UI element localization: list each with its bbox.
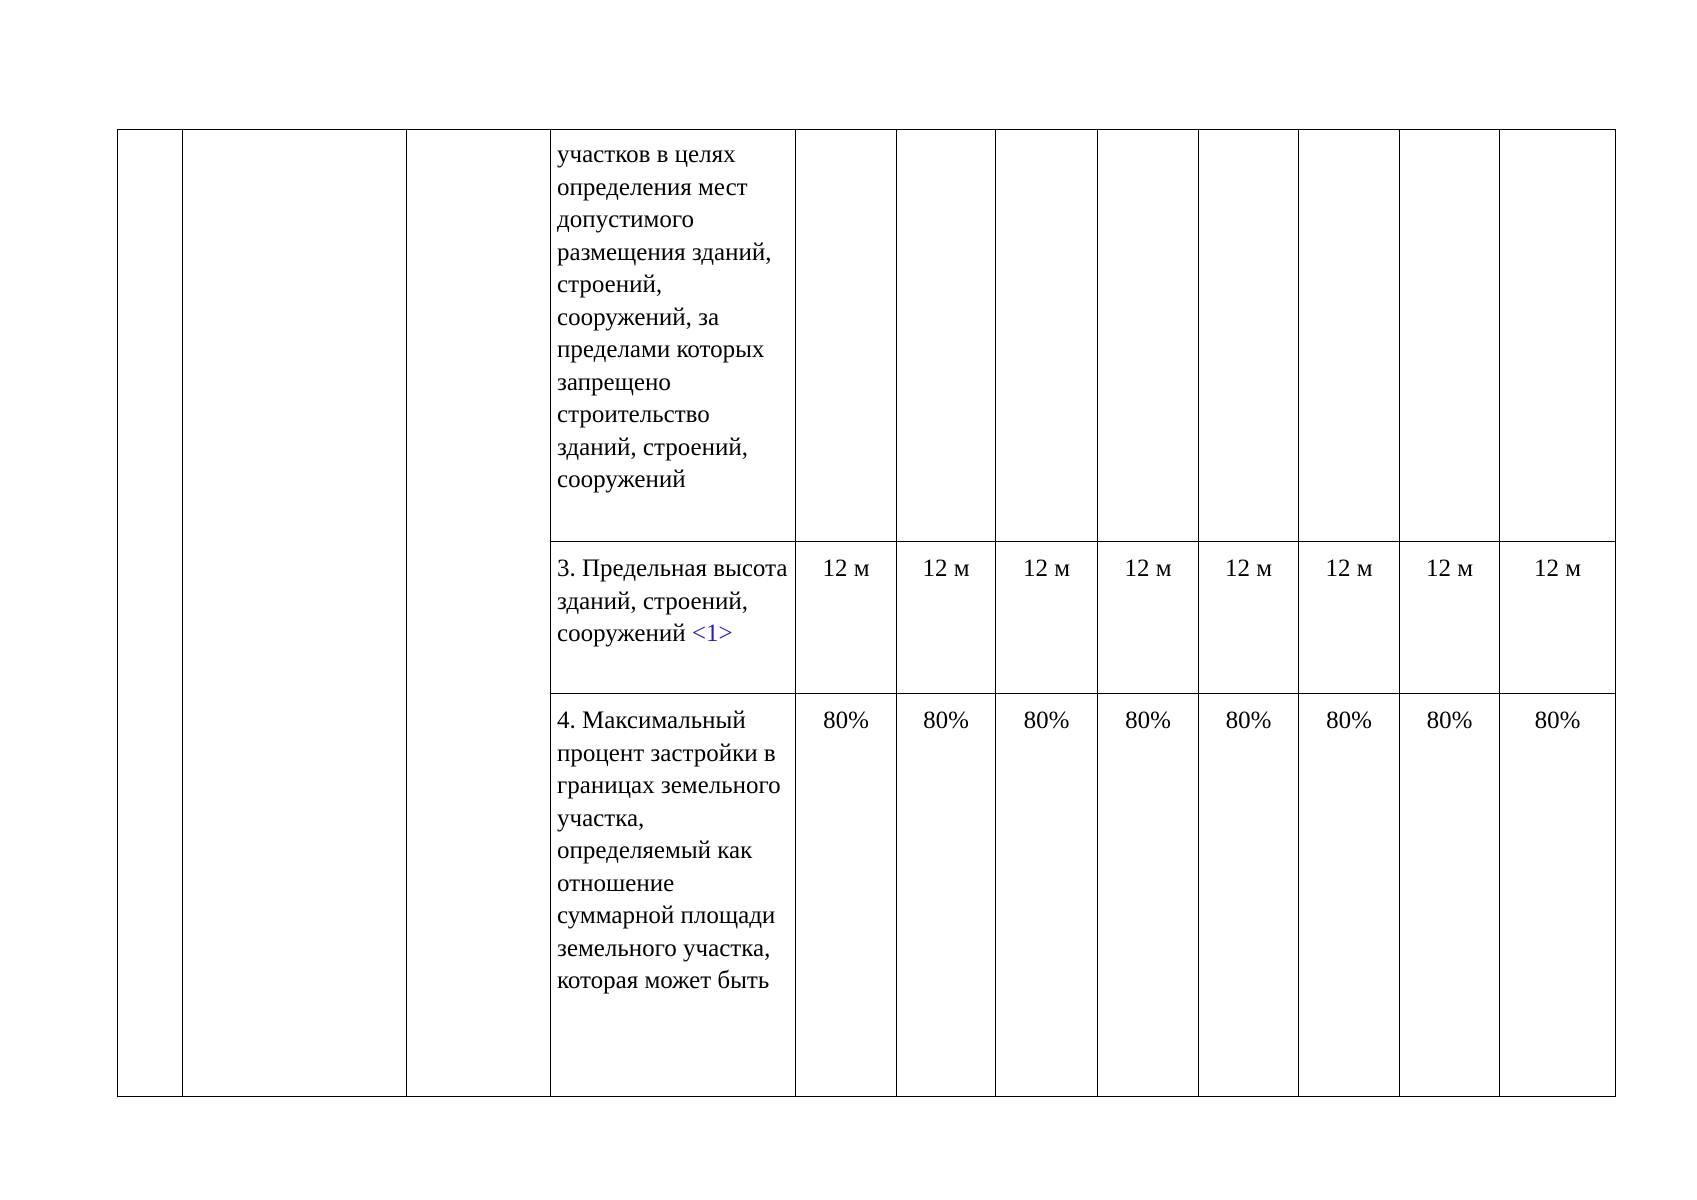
footnote-link[interactable]: <1>	[691, 620, 733, 647]
parameter-cell	[551, 694, 796, 1097]
value-cell: 80%	[796, 694, 897, 1097]
parameter-text-clip	[557, 705, 789, 1096]
value-cell: 80%	[1098, 694, 1199, 1097]
parameter-cell	[551, 130, 796, 542]
value-cell: 80%	[1199, 694, 1299, 1097]
value-cell	[1199, 130, 1299, 542]
zone-code-cell	[407, 130, 551, 1097]
value-cell: 12 м	[1098, 542, 1199, 694]
value-cell: 80%	[1400, 694, 1500, 1097]
value-cell	[897, 130, 996, 542]
value-cell	[1500, 130, 1616, 542]
table-row	[118, 130, 1616, 542]
number-cell	[118, 130, 183, 1097]
value-cell	[996, 130, 1098, 542]
value-cell	[1098, 130, 1199, 542]
value-cell: 12 м	[897, 542, 996, 694]
value-cell: 12 м	[1299, 542, 1400, 694]
value-cell: 80%	[996, 694, 1098, 1097]
value-cell: 12 м	[1400, 542, 1500, 694]
parameter-text: участков в целях определения мест допустимого размещения зданий, строений, сооружений, за пределами которых запрещено строительство зданий, строений, сооружений	[557, 141, 772, 493]
value-cell: 12 м	[1199, 542, 1299, 694]
value-cell	[1299, 130, 1400, 542]
zone-name-cell	[183, 130, 407, 1097]
value-cell	[796, 130, 897, 542]
value-cell: 80%	[897, 694, 996, 1097]
value-cell: 80%	[1299, 694, 1400, 1097]
value-cell: 12 м	[1500, 542, 1616, 694]
parameter-text: 4. Максимальный процент застройки в границах земельного участка, определяемый как отношение суммарной площади земельного участка, которая может быть	[557, 707, 781, 994]
value-cell	[1400, 130, 1500, 542]
parameter-text: 3. Предельная высота зданий, строений, сооружений	[557, 555, 788, 647]
value-cell: 80%	[1500, 694, 1616, 1097]
value-cell: 12 м	[996, 542, 1098, 694]
parameter-cell	[551, 542, 796, 694]
zoning-parameters-table	[117, 129, 1616, 1097]
value-cell: 12 м	[796, 542, 897, 694]
